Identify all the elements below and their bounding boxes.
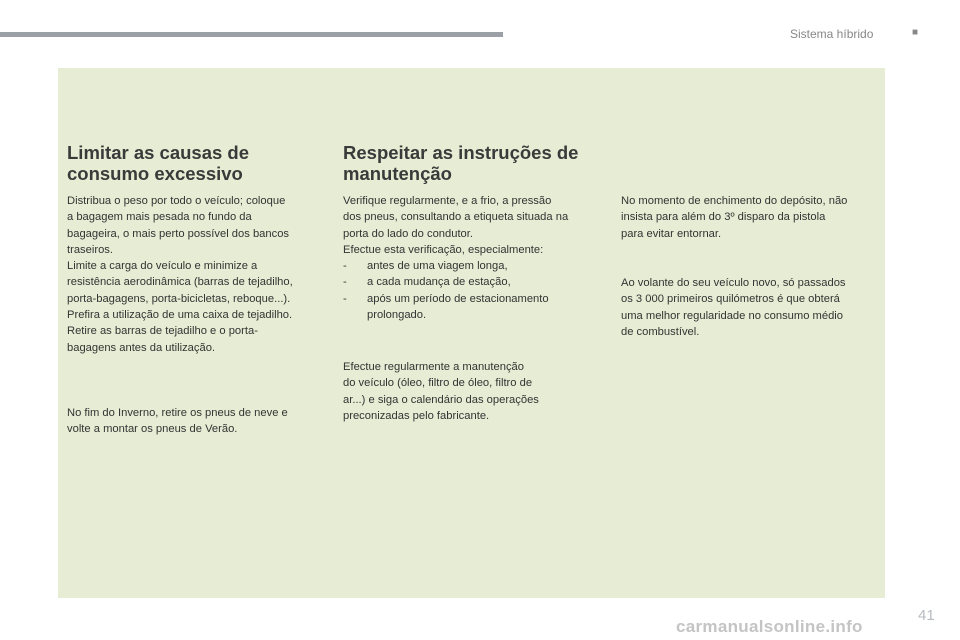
watermark: carmanualsonline.info [676, 617, 863, 636]
list-item-text: a cada mudança de estação, [367, 276, 511, 289]
list-bullet: - [343, 260, 347, 272]
list-bullet: - [343, 292, 347, 305]
section-title: Sistema híbrido [790, 27, 874, 41]
list-item [343, 274, 613, 290]
paragraph-load-distribution: Distribua o peso por todo o veículo; coloque a bagagem mais pesada no fundo da bagageira, o mais perto possível dos bancos traseiros. Limite a carga do veículo e minimize a resistência aerodinâmica (barras de tejadilho, porta-bagagens, porta-bicicletas, reboque...). Prefira a utilização de uma caixa de tejadilho. Retire as barras de tejadilho e o porta- bagagens antes da utilização. [67, 195, 293, 354]
content-panel [58, 68, 885, 598]
header-rule [0, 32, 503, 37]
page-number: 41 [918, 607, 935, 624]
paragraph-tyre-pressure: Verifique regularmente, e a frio, a pressão dos pneus, consultando a etiqueta situada na porta do lado do condutor. Efectue esta verificação, especialmente: [343, 195, 569, 256]
check-situations-list [343, 258, 613, 323]
paragraph-winter-tyres: No fim do Inverno, retire os pneus de neve e volte a montar os pneus de Verão. [67, 407, 288, 436]
paragraph-running-in: Ao volante do seu veículo novo, só passados os 3 000 primeiros quilómetros é que obterá uma melhor regularidade no consumo médio de combustível. [621, 277, 846, 338]
list-item [343, 258, 613, 274]
list-bullet: - [343, 276, 347, 289]
heading-maintenance: Respeitar as instruções de manutenção [343, 142, 579, 184]
heading-excessive-consumption: Limitar as causas de consumo excessivo [67, 142, 250, 184]
list-item-text: após um período de estacionamento prolongado. [367, 292, 549, 321]
paragraph-refuelling: No momento de enchimento do depósito, não insista para além do 3º disparo da pistola para evitar entornar. [621, 195, 848, 240]
paragraph-vehicle-maintenance: Efectue regularmente a manutenção do veículo (óleo, filtro de óleo, filtro de ar...) e siga o calendário das operações preconizadas pelo fabricante. [343, 361, 539, 422]
list-item [343, 291, 613, 324]
section-marker-icon: ■ [912, 27, 919, 38]
list-item-text: antes de uma viagem longa, [367, 260, 508, 272]
